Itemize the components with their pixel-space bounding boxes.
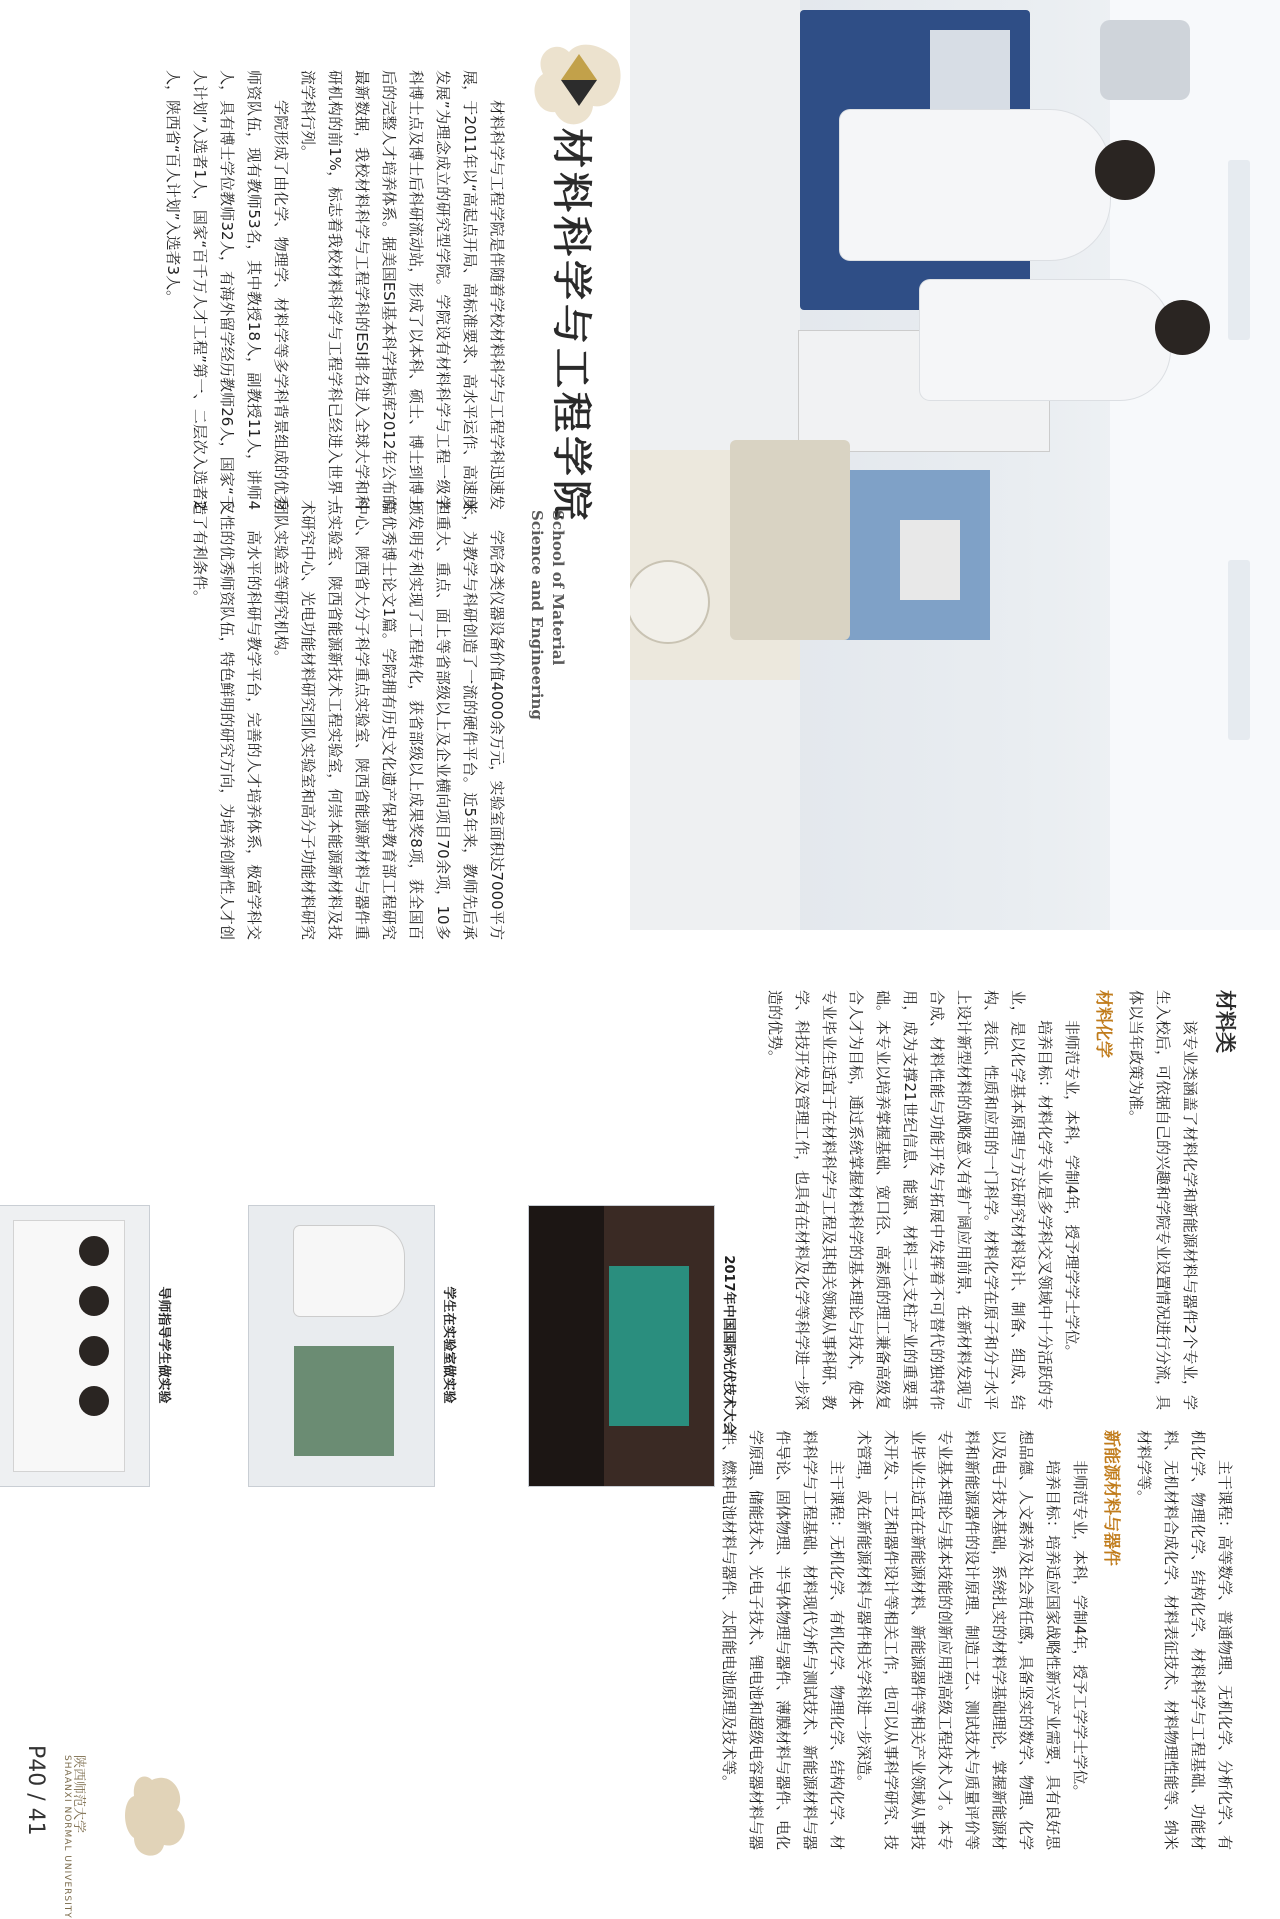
programs-column-left	[761, 990, 1238, 1410]
program-heading-new-energy: 新能源材料与器件	[1101, 1430, 1121, 1566]
mentor-students-photo	[0, 1205, 150, 1487]
intro-paragraph: 材料科学与工程学院是伴随着学校材料科学与工程学科迅速发展，于2011年以“高起点开局、高标准要求、高水平运作、高速度发展”为理念成立的研究型学院。学院设有材料科学与工程一级学科博士点及博士后科研流动站，形成了以本科、硕士、博士到博士后的完整人才培养体系。据美国ESI基本科学指标库2012年公布的最新数据，我校材料科学与工程学科的ESI排名进入全球大学和科研机构的前1%，标志着我校材料科学与工程学科已经进入世界一流学科行列。	[299, 70, 506, 510]
university-cloud-logo-icon	[122, 1770, 192, 1860]
photo-caption: 2017年中国国际光伏技术大会	[721, 1255, 736, 1435]
intro-paragraph: 学院形成了由化学、物理学、材料学等多学科背景组成的优秀师资队伍，现有教师53名，其中教授18人，副教授11人，讲师4人，具有博士学位教师32人，有海外留学经历教师26人，国家“千人计划”入选者1人，国家“百千万人才工程”第一、二层次入选者2人，陕西省“百人计划”入选者3人。	[164, 70, 290, 510]
section-heading: 材料类	[1213, 990, 1237, 1053]
intro-paragraph: 学院各类仪器设备价值4000余万元，实验室面积达7000平方米，为教学与科研创造了一流的硬件平台。近5年来，教师先后承担重大、重点、面上等省部级以上及企业横向项目70余项，10多项发明专利实现了工程转化，获省部级以上成果奖8项，获全国百篇优秀博士论文1篇。学院拥有历史文化遗产保护教育部工程研究中心、陕西省大分子科学重点实验室、陕西省能源新材料与器件重点实验室、陕西省能源新技术工程实验室，何崇本能源新材料及技术研究中心、光电功能材料研究团队实验室和高分子功能材料研究团队实验室等研究机构。	[272, 500, 506, 940]
program-goal: 培养目标：培养适应国家战略性新兴产业需要，具有良好思想品德、人文素养及社会责任感，具备坚实的数学、物理、化学以及电子技术基础，系统扎实的材料学基础理论，掌握新能源材料和新能源器件的设计原理、制造工艺、测试技术与质量评价等专业基本理论与基本技能的创新应用型高级工程技术人才。本专业毕业生适宜在新能源材料、新能源器件等相关产业领域从事技术开发、工艺和器件设计等相关工作，也可以从事科学研究、技术管理，或在新能源材料与器件相关学科进一步深造。	[855, 1430, 1062, 1851]
programs-column-right	[715, 1430, 1238, 1850]
intro-paragraph: 高水平的科研与教学平台，完善的人才培养体系，极富学科交叉性的优秀师资队伍，特色鲜明的研究方向，为培养创新性人才创造了有利条件。	[191, 500, 263, 940]
intro-column-left	[159, 70, 510, 510]
university-name: 陕西师范大学	[71, 1755, 86, 1834]
intro-column-right	[186, 500, 510, 940]
photo-caption: 导师指导学生做实验	[156, 1286, 171, 1404]
cloud-ornament-icon	[529, 40, 625, 132]
page-subtitle-en: School of Material Science and Engineering	[528, 510, 567, 720]
program-heading-materials-chemistry: 材料化学	[1093, 990, 1113, 1058]
program-courses: 主干课程：无机化学、有机化学、物理化学、结构化学、材料科学与工程基础、材料现代分析与测试技术、新能源材料与器件导论、固体物理、半导体物理与器件、薄膜材料与器件、电化学原理、储能技术、光电子技术、锂电池和超级电容器材料与器件、燃料电池材料与器件、太阳能电池原理及技术等。	[720, 1430, 846, 1851]
university-name-en: SHAANXI NORMAL UNIVERSITY	[62, 1755, 72, 1919]
page-number: P40 / 41	[23, 1745, 48, 1836]
lab-students-photo	[248, 1205, 435, 1487]
conference-photo	[528, 1205, 715, 1487]
program-degree-line: 非师范专业，本科，学制4年，授予工学学士学位。	[1071, 1460, 1089, 1800]
program-courses: 主干课程：高等数学、普通物理、无机化学、分析化学、有机化学、物理化学、结构化学、材料科学与工程基础、功能材料、无机材料合成化学、材料表征技术、材料物理性能等、纳米材料学等。	[1135, 1430, 1234, 1851]
lab-photo	[630, 0, 1280, 930]
program-goal: 培养目标：材料化学专业是多学科交叉领域中十分活跃的专业，是以化学基本原理与方法研究材料设计、制备、组成、结构、表征、性质和应用的一门科学。材料化学在原子和分子水平上设计新型材料的战略意义有着广阔应用前景，在新材料发现与合成、材料性能与功能开发与拓展中发挥着不可替代的独特作用，成为支撑21世纪信息、能源、材料三大支柱产业的重要基础。本专业以培养掌握基础、宽口径、高素质的理工兼备高级复合人才为目标，通过系统掌握材料科学的基本理论与技术，使本专业毕业生适宜于在材料科学与工程及其相关领域从事科研、教学、科技开发及管理工作，也具有在材料及化学等科学进一步深造的优势。	[766, 990, 1054, 1411]
section-intro: 该专业类涵盖了材料化学和新能源材料与器件2个专业，学生入校后，可依据自己的兴趣和学院专业设置情况进行分流，具体以当年政策为准。	[1127, 990, 1199, 1411]
photo-caption: 学生在实验室做实验	[441, 1286, 456, 1404]
program-degree-line: 非师范专业，本科，学制4年，授予理学学士学位。	[1063, 1020, 1081, 1360]
page-title: 材料科学与工程学院	[548, 128, 594, 524]
